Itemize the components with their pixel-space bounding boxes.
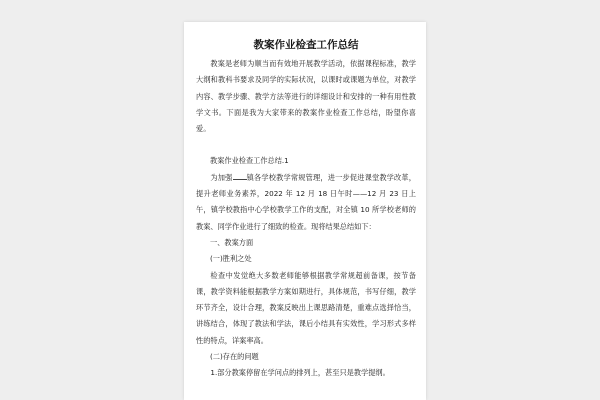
section-intro-text-start: 为加强 <box>210 172 233 182</box>
heading-successes: (一)胜利之处 <box>210 254 252 264</box>
intro-paragraph: 教案是老师为顺当而有效地开展教学活动，依据课程标准，教学大纲和教科书要求及同学的实际状况，以课时或课题为单位，对教学内容、教学步骤、教学方法等进行的详细设计和安排的一种有用性教学文书。下面是我为大家带来的教案作业检查工作总结，盼望你喜爱。 <box>196 59 416 134</box>
section-intro-text-rest: 镇各学校教学常规管理，进一步促进课堂教学改革，提升老师业务素养，2022 年 12 月 18 日午时——12 月 23 日上午，镇学校教指中心学校教学工作的支配，对全镇 10 所学校老师的教案、同学作业进行了细致的检查。现将结果总结如下： <box>196 172 416 231</box>
section-title: 教案作业检查工作总结.1 <box>210 156 289 166</box>
problem-paragraph-1: 1.部分教案停留在学问点的排列上，甚至只是教学提纲。 <box>210 368 390 378</box>
document-title: 教案作业检查工作总结 <box>253 39 359 51</box>
spacer <box>196 137 416 153</box>
heading-teaching-plans: 一、教案方面 <box>210 237 254 247</box>
success-paragraph: 检查中发觉绝大多数老师能够根据教学常规超前备课，按节备课，教学资料能根据教学方案如期进行，具体规范，书写仔细，教学环节齐全，设计合理，教案反映出上课思路清楚，重难点选择恰当，讲练结合，体现了教法和学法，课后小结具有实效性，学习形式多样性的特点，详案率高。 <box>196 270 416 345</box>
document-page <box>184 22 426 400</box>
document-body <box>196 38 416 382</box>
fill-in-blank <box>233 171 247 180</box>
section-intro-paragraph <box>196 170 416 235</box>
heading-problems: (二)存在的问题 <box>210 352 259 362</box>
